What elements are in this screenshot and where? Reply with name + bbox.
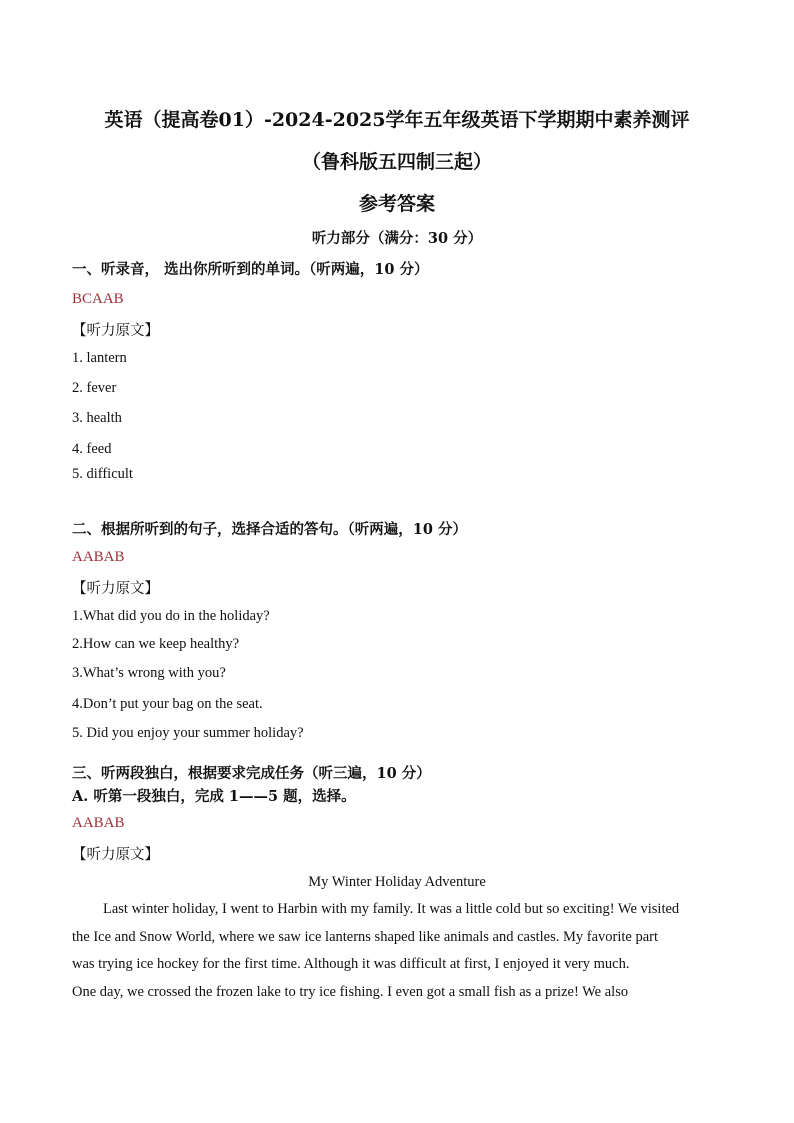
part1-item: 3. health: [72, 410, 122, 426]
part2-item: 4.Don’t put your bag on the seat.: [72, 696, 263, 712]
part3-subheading: A. 听第一段独白，完成 1——5 题，选择。: [72, 788, 356, 805]
part2-heading: 二、根据所听到的句子，选择合适的答句。（听两遍，10 分）: [72, 521, 467, 538]
part2-item: 1.What did you do in the holiday?: [72, 608, 270, 624]
part1-item: 1. lantern: [72, 350, 127, 366]
part3-answers: AABAB: [72, 815, 125, 831]
part2-answers: AABAB: [72, 549, 125, 565]
part1-item: 5. difficult: [72, 466, 133, 482]
part1-item: 2. fever: [72, 380, 117, 396]
passage-line: Last winter holiday, I went to Harbin with my family. It was a little cold but so exciting! We visited: [103, 901, 680, 917]
passage-line: the Ice and Snow World, where we saw ice lanterns shaped like animals and castles. My favorite part: [72, 929, 659, 945]
part3-transcript-label: 【听力原文】: [72, 847, 159, 863]
listening-section-heading: 听力部分（满分：30 分）: [311, 230, 483, 247]
passage-line: was trying ice hockey for the first time. Although it was difficult at first, I enjoyed it very much.: [72, 956, 630, 972]
part1-transcript-label: 【听力原文】: [72, 323, 159, 339]
part1-answers: BCAAB: [72, 291, 124, 307]
part3-heading: 三、听两段独白，根据要求完成任务（听三遍，10 分）: [72, 765, 431, 782]
document-title-line1: 英语（提高卷01）-2024-2025学年五年级英语下学期期中素养测评: [104, 109, 690, 131]
passage-title: My Winter Holiday Adventure: [308, 874, 486, 890]
part1-heading: 一、听录音， 选出你所听到的单词。（听两遍，10 分）: [72, 261, 429, 278]
part2-item: 3.What’s wrong with you?: [72, 665, 226, 681]
part2-item: 5. Did you enjoy your summer holiday?: [72, 725, 304, 741]
part1-item: 4. feed: [72, 441, 112, 457]
passage-line: One day, we crossed the frozen lake to try ice fishing. I even got a small fish as a prize! We also: [72, 984, 629, 1000]
part2-transcript-label: 【听力原文】: [72, 581, 159, 597]
document-title-line3: 参考答案: [358, 193, 435, 215]
part2-item: 2.How can we keep healthy?: [72, 636, 240, 652]
document-title-line2: （鲁科版五四制三起）: [301, 151, 492, 173]
